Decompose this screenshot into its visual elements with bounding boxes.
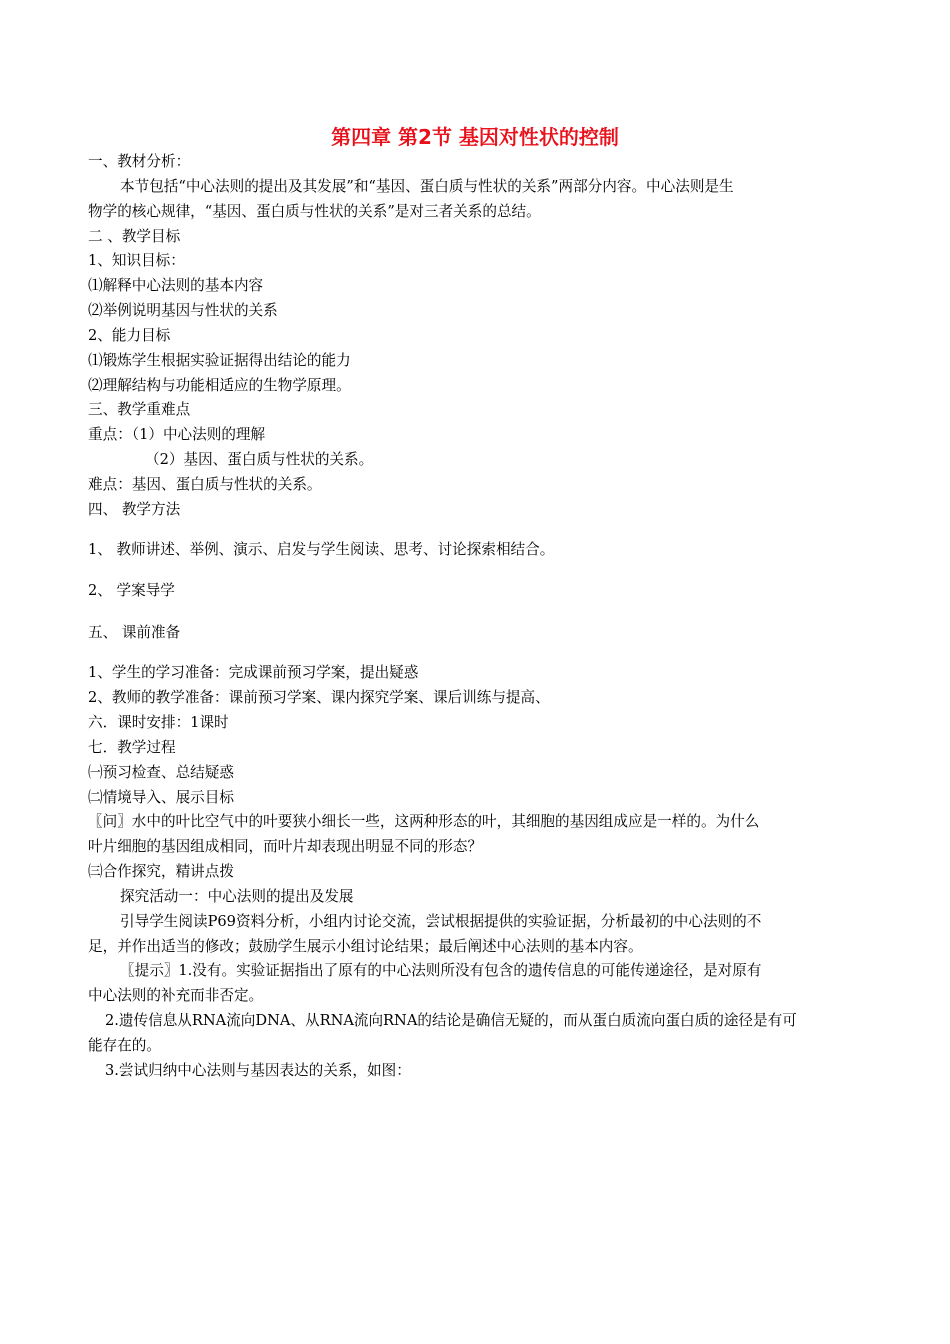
- subheading-step-1: ㈠预习检查、总结疑惑: [88, 764, 234, 781]
- hint-line: 〖提示〗1.没有。实验证据指出了原有的中心法则所没有包含的遗传信息的可能传递途径，是对原有: [120, 962, 762, 979]
- section-heading-preparation: 五、 课前准备: [88, 624, 181, 641]
- hint-line: 3.尝试归纳中心法则与基因表达的关系，如图：: [105, 1062, 411, 1079]
- paragraph-line: 引导学生阅读P69资料分析，小组内讨论交流，尝试根据提供的实验证据，分析最初的中心法则的不: [120, 913, 762, 930]
- list-item: ⑴解释中心法则的基本内容: [88, 277, 264, 294]
- list-item: ⑴锻炼学生根据实验证据得出结论的能力: [88, 352, 351, 369]
- list-item: 2、教师的教学准备：课前预习学案、课内探究学案、课后训练与提高、: [88, 689, 550, 706]
- section-heading-schedule: 六．课时安排：1课时: [88, 714, 229, 731]
- hint-line: 能存在的。: [88, 1037, 161, 1054]
- subheading-step-3: ㈢合作探究，精讲点拨: [88, 863, 234, 880]
- subheading-step-2: ㈡情境导入、展示目标: [88, 789, 234, 806]
- section-heading-textbook-analysis: 一、教材分析：: [88, 153, 191, 170]
- question-line: 〖问〗水中的叶比空气中的叶要狭小细长一些，这两种形态的叶，其细胞的基因组成应是一样的。为什么: [88, 813, 760, 830]
- paragraph-line: 物学的核心规律，“基因、蛋白质与性状的关系”是对三者关系的总结。: [88, 203, 541, 220]
- hint-line: 中心法则的补充而非否定。: [88, 987, 264, 1004]
- hint-line: 2.遗传信息从RNA流向DNA、从RNA流向RNA的结论是确信无疑的，而从蛋白质流向蛋白质的途径是有可: [105, 1012, 797, 1029]
- section-heading-teaching-goals: 二 、教学目标: [88, 228, 181, 245]
- list-item: 2、 学案导学: [88, 582, 175, 599]
- list-item: 1、 教师讲述、举例、演示、启发与学生阅读、思考、讨论探索相结合。: [88, 541, 555, 558]
- list-item: 1、学生的学习准备：完成课前预习学案，提出疑惑: [88, 664, 419, 681]
- paragraph-line: 足，并作出适当的修改；鼓励学生展示小组讨论结果；最后阐述中心法则的基本内容。: [88, 938, 643, 955]
- key-point-line: 重点：（1）中心法则的理解: [88, 426, 266, 443]
- paragraph-line: 本节包括“中心法则的提出及其发展”和“基因、蛋白质与性状的关系”两部分内容。中心法则是生: [120, 178, 734, 195]
- list-item: ⑵理解结构与功能相适应的生物学原理。: [88, 377, 351, 394]
- activity-heading: 探究活动一：中心法则的提出及发展: [120, 888, 354, 905]
- difficult-point-line: 难点：基因、蛋白质与性状的关系。: [88, 476, 322, 493]
- list-item: ⑵举例说明基因与性状的关系: [88, 302, 278, 319]
- subheading-knowledge-goals: 1、知识目标：: [88, 252, 185, 269]
- question-line: 叶片细胞的基因组成相同，而叶片却表现出明显不同的形态？: [88, 838, 483, 855]
- key-point-line: （2）基因、蛋白质与性状的关系。: [145, 451, 374, 468]
- section-heading-teaching-process: 七．教学过程: [88, 739, 176, 756]
- subheading-ability-goals: 2、能力目标: [88, 327, 171, 344]
- section-heading-teaching-methods: 四、 教学方法: [88, 501, 181, 518]
- page-title: 第四章 第2节 基因对性状的控制: [331, 125, 619, 149]
- section-heading-key-points: 三、教学重难点: [88, 401, 191, 418]
